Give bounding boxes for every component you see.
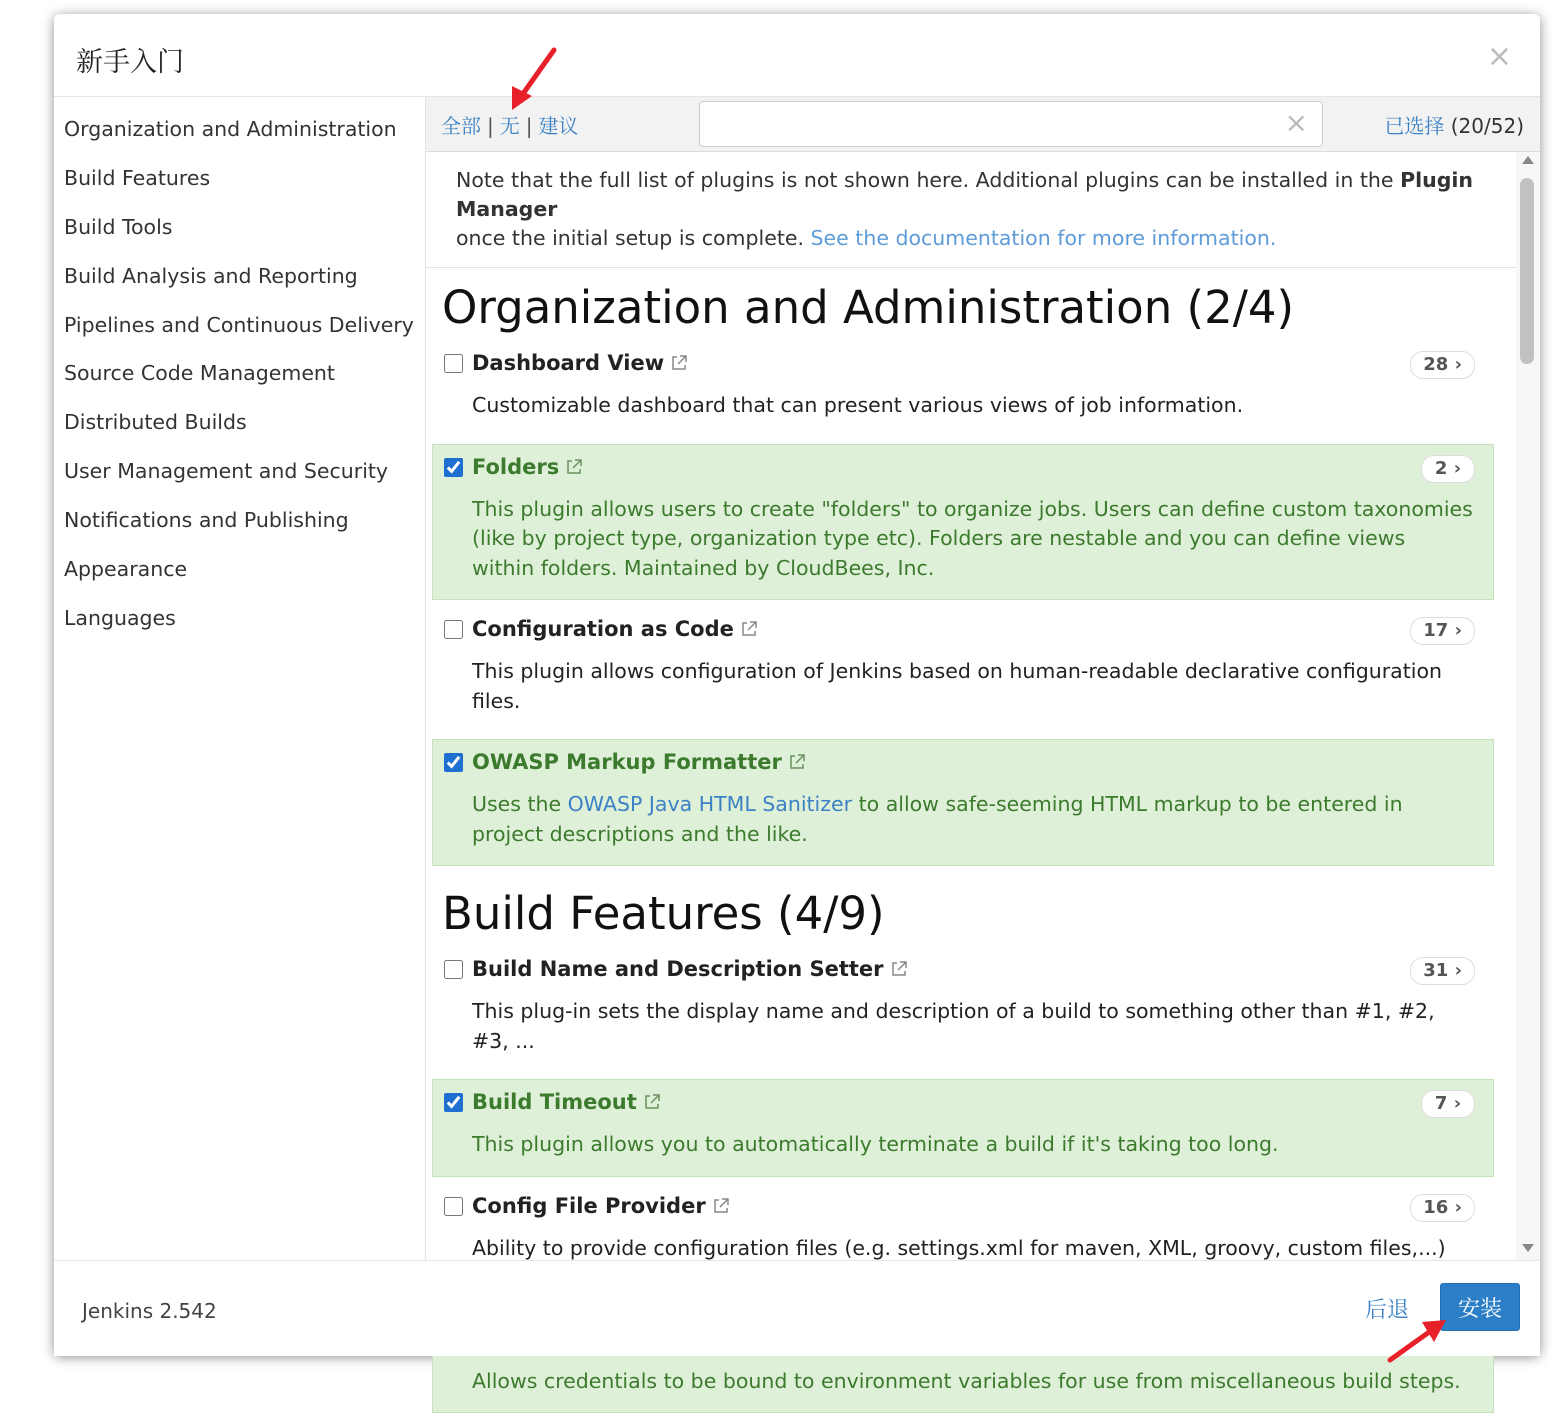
filter-separator: | <box>487 114 494 138</box>
sidebar-item-notifications-and-publishing[interactable]: Notifications and Publishing <box>54 496 425 545</box>
plugin-name: OWASP Markup Formatter <box>472 750 782 774</box>
sidebar-item-source-code-management[interactable]: Source Code Management <box>54 349 425 398</box>
plugin-name-link[interactable] <box>472 617 758 641</box>
plugin-manager-text: Plugin Manager <box>456 168 1473 221</box>
dependency-count: 7 <box>1435 1093 1448 1114</box>
dependency-badge[interactable]: 28 › <box>1410 351 1475 379</box>
plugin-list[interactable] <box>426 152 1516 1260</box>
owasp-sanitizer-link[interactable]: OWASP Java HTML Sanitizer <box>568 792 852 816</box>
sidebar-item-pipelines-and-continuous-delivery[interactable]: Pipelines and Continuous Delivery <box>54 301 425 350</box>
scroll-down-arrow-icon[interactable] <box>1522 1244 1534 1252</box>
plugin-description: This plugin allows users to create "folders" to organize jobs. Users can define custom taxonomies (like by project type, organization type etc). Folders are nestable and you can define views within folders. Maintained by CloudBees, Inc. <box>472 495 1473 584</box>
external-link-icon <box>740 620 758 638</box>
selected-count-value: (20/52) <box>1451 114 1524 138</box>
selected-count <box>1384 110 1524 139</box>
dialog-header <box>54 14 1540 97</box>
plugin-description: This plugin allows you to automatically terminate a build if it's taking too long. <box>472 1130 1473 1160</box>
plugin-item <box>432 739 1494 866</box>
plugin-description-text: to allow safe-seeming HTML markup to be entered in project descriptions and the like. <box>472 792 1403 846</box>
dependency-badge[interactable]: 16 › <box>1410 1194 1475 1222</box>
external-link-icon <box>643 1093 661 1111</box>
plugin-item <box>432 946 1494 1073</box>
external-link-icon <box>712 1197 730 1215</box>
sidebar-item-user-management-and-security[interactable]: User Management and Security <box>54 447 425 496</box>
dependency-count: 31 <box>1423 960 1448 981</box>
plugin-name: Build Name and Description Setter <box>472 957 884 981</box>
plugin-checkbox[interactable] <box>444 1093 463 1112</box>
plugin-checkbox[interactable] <box>444 1197 463 1216</box>
scroll-thumb[interactable] <box>1520 178 1534 364</box>
close-icon[interactable]: × <box>1487 42 1512 72</box>
notice-text: Note that the full list of plugins is not shown here. Additional plugins can be installed in the <box>456 168 1394 192</box>
sidebar-item-build-analysis-and-reporting[interactable]: Build Analysis and Reporting <box>54 252 425 301</box>
dependency-count: 17 <box>1423 620 1448 641</box>
plugin-description <box>472 790 1473 849</box>
sidebar-item-build-features[interactable]: Build Features <box>54 154 425 203</box>
plugin-name-link[interactable] <box>472 957 908 981</box>
plugin-name: Build Timeout <box>472 1090 637 1114</box>
plugin-item <box>432 1079 1494 1177</box>
plugin-notice <box>426 152 1516 268</box>
plugin-item <box>432 444 1494 601</box>
jenkins-version: Jenkins 2.542 <box>82 1299 217 1323</box>
dialog-title: 新手入门 <box>76 40 184 79</box>
plugin-name-link[interactable] <box>472 1194 730 1218</box>
dialog-footer <box>54 1260 1540 1356</box>
setup-dialog <box>54 14 1540 1355</box>
selected-link[interactable]: 已选择 <box>1384 114 1444 138</box>
plugin-name: Folders <box>472 455 559 479</box>
filter-links <box>441 110 579 139</box>
plugin-description: Allows credentials to be bound to environment variables for use from miscellaneous build steps. <box>472 1367 1473 1397</box>
plugin-checkbox[interactable] <box>444 620 463 639</box>
plugin-name-link[interactable] <box>472 455 583 479</box>
dependency-count: 28 <box>1423 354 1448 375</box>
back-button[interactable]: 后退 <box>1365 1293 1409 1324</box>
sidebar-item-appearance[interactable]: Appearance <box>54 545 425 594</box>
sidebar-item-build-tools[interactable]: Build Tools <box>54 203 425 252</box>
clear-search-icon[interactable]: × <box>1285 108 1308 138</box>
filter-suggested-link[interactable]: 建议 <box>539 114 579 138</box>
vertical-scrollbar[interactable] <box>1516 152 1540 1260</box>
dependency-badge[interactable]: 7 › <box>1421 1090 1475 1118</box>
plugin-description: Ability to provide configuration files (e.g. settings.xml for maven, XML, groovy, custom files,...) <box>472 1234 1473 1293</box>
plugin-name-link[interactable] <box>472 750 806 774</box>
category-heading: Build Features (4/9) <box>442 888 1516 940</box>
filter-none-link[interactable]: 无 <box>500 114 520 138</box>
filter-separator: | <box>526 114 533 138</box>
plugin-name-link[interactable] <box>472 1090 661 1114</box>
external-link-icon <box>788 753 806 771</box>
plugin-description: Customizable dashboard that can present various views of job information. <box>472 391 1473 421</box>
sidebar-item-languages[interactable]: Languages <box>54 594 425 643</box>
dependency-count: 2 <box>1435 458 1448 479</box>
plugin-checkbox[interactable] <box>444 458 463 477</box>
category-sidebar <box>54 97 426 1260</box>
plugin-checkbox[interactable] <box>444 753 463 772</box>
plugin-description: This plug-in sets the display name and description of a build to something other than #1, #2, #3, ... <box>472 997 1473 1056</box>
dependency-badge[interactable]: 2 › <box>1421 455 1475 483</box>
dependency-badge[interactable]: 17 › <box>1410 617 1475 645</box>
plugin-name: Dashboard View <box>472 351 664 375</box>
notice-text-2: once the initial setup is complete. <box>456 226 804 250</box>
sidebar-item-distributed-builds[interactable]: Distributed Builds <box>54 398 425 447</box>
search-box <box>699 101 1323 147</box>
scroll-up-arrow-icon[interactable] <box>1522 156 1534 164</box>
sidebar-item-organization-and-administration[interactable]: Organization and Administration <box>54 105 425 154</box>
documentation-link[interactable]: See the documentation for more information. <box>811 226 1277 250</box>
dependency-count: 16 <box>1423 1197 1448 1218</box>
install-button[interactable]: 安装 <box>1440 1283 1520 1331</box>
plugin-name-link[interactable] <box>472 351 688 375</box>
plugin-description-text: Uses the <box>472 792 561 816</box>
plugin-item <box>432 340 1494 438</box>
plugin-toolbar <box>426 97 1540 152</box>
filter-all-link[interactable]: 全部 <box>441 114 481 138</box>
external-link-icon <box>890 960 908 978</box>
plugin-checkbox[interactable] <box>444 960 463 979</box>
search-input[interactable] <box>708 103 1272 145</box>
external-link-icon <box>670 354 688 372</box>
dependency-badge[interactable]: 31 › <box>1410 957 1475 985</box>
plugin-name: Config File Provider <box>472 1194 706 1218</box>
plugin-description: This plugin allows configuration of Jenkins based on human-readable declarative configuration files. <box>472 657 1473 716</box>
plugin-checkbox[interactable] <box>444 354 463 373</box>
plugin-item <box>432 606 1494 733</box>
plugin-name: Configuration as Code <box>472 617 734 641</box>
external-link-icon <box>565 458 583 476</box>
category-heading: Organization and Administration (2/4) <box>442 282 1516 334</box>
